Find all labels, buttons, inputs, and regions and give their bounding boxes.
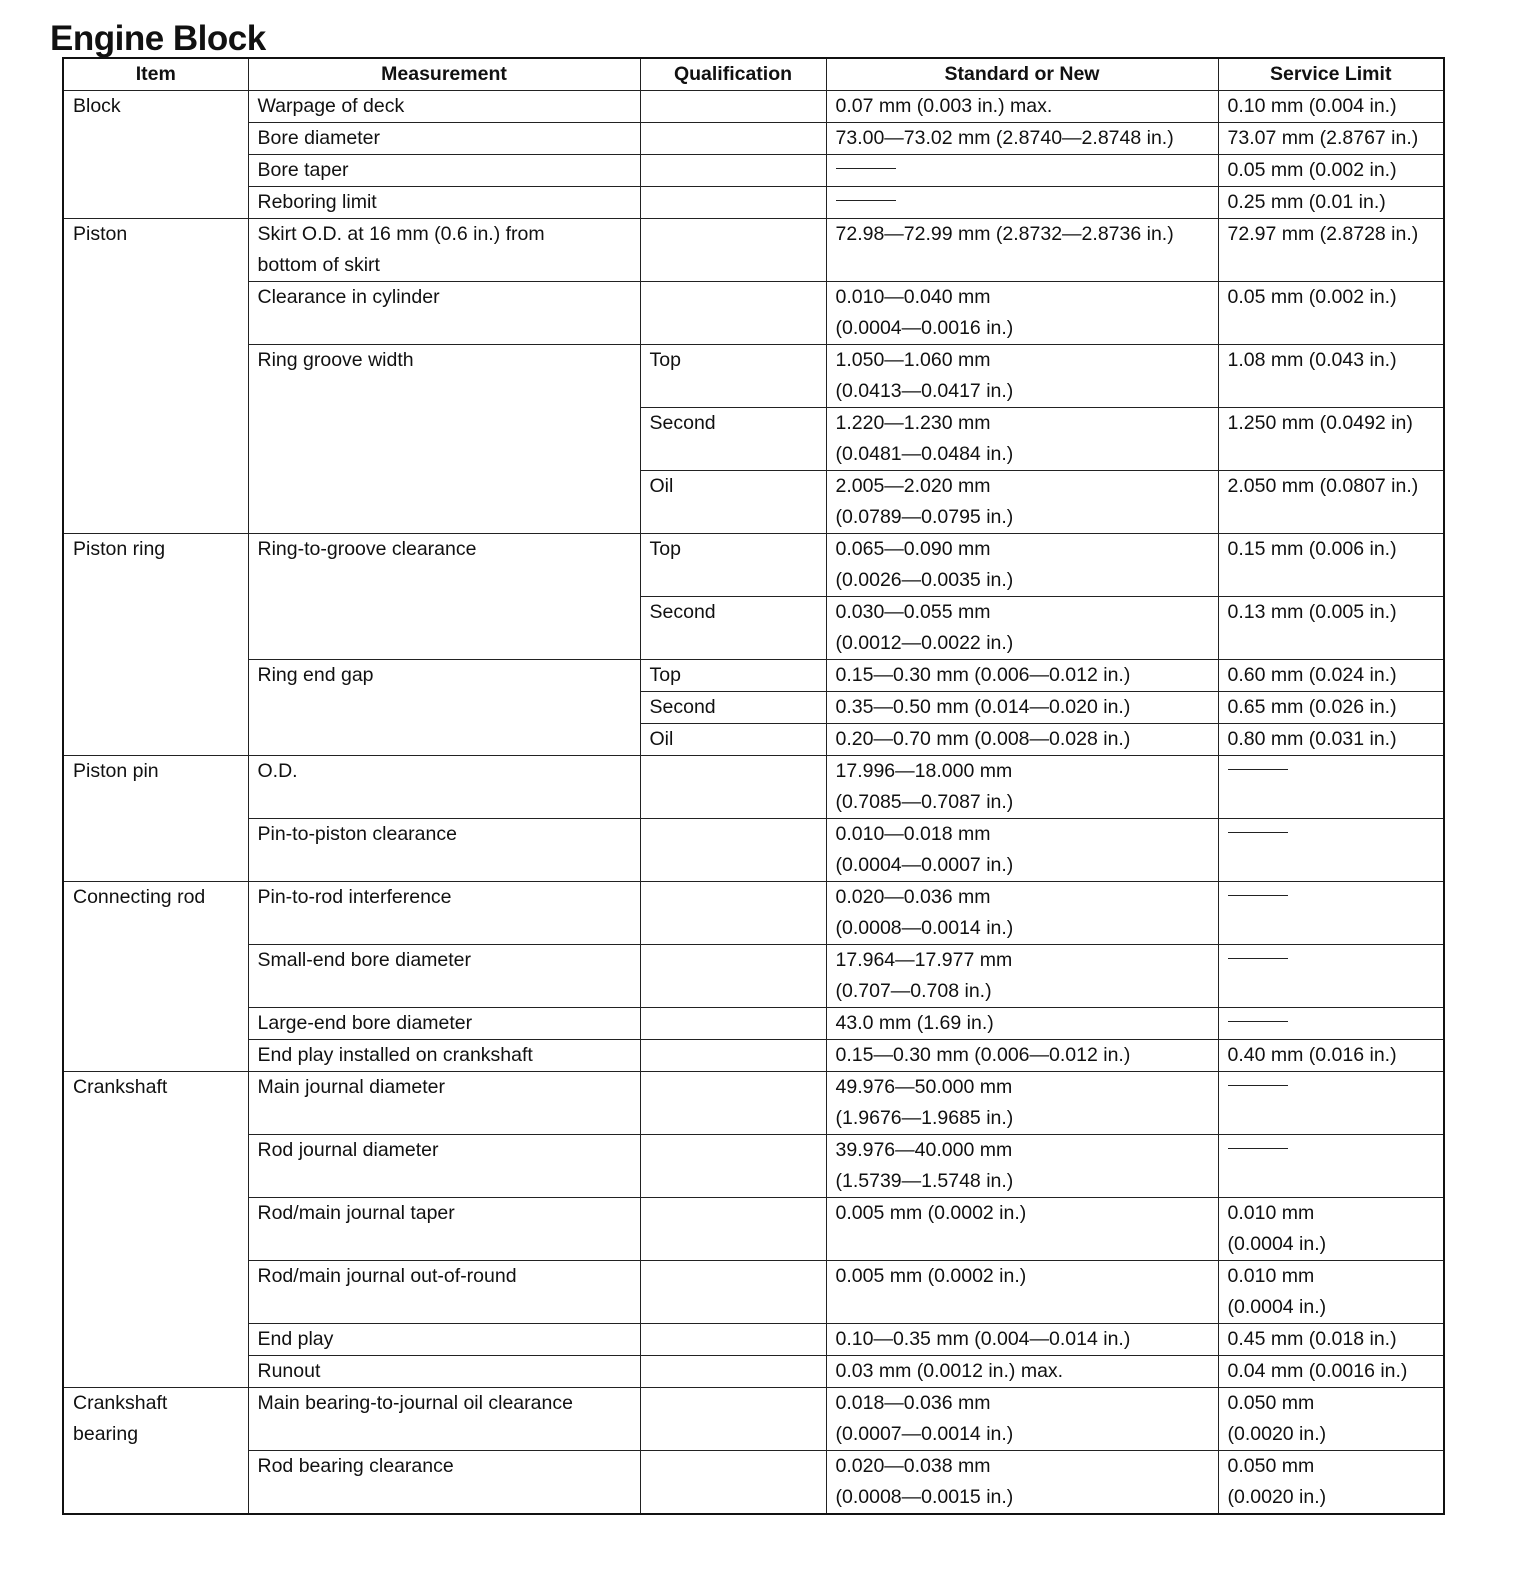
standard-cell	[826, 187, 1218, 219]
item-line: Crankshaft	[73, 1076, 168, 1098]
measurement-line: Main bearing-to-journal oil clearance	[257, 1392, 573, 1414]
service-limit-cell	[1218, 345, 1444, 408]
item-cell	[63, 219, 248, 534]
item-cell	[63, 756, 248, 882]
header-row	[63, 58, 1444, 91]
item-cell	[63, 91, 248, 219]
qualification-cell	[640, 187, 826, 219]
service-limit-cell	[1218, 597, 1444, 660]
service-limit-line: (0.0020 in.)	[1227, 1423, 1327, 1445]
measurement-cell	[248, 1388, 640, 1451]
measurement-cell	[248, 1072, 640, 1135]
service-limit-line: 0.050 mm	[1227, 1392, 1315, 1414]
measurement-cell	[248, 91, 640, 123]
item-cell	[63, 882, 248, 1072]
table-row	[63, 1040, 1444, 1072]
service-limit-cell	[1218, 282, 1444, 345]
qualification-cell	[640, 219, 826, 282]
service-limit-line: 0.40 mm (0.016 in.)	[1227, 1044, 1397, 1066]
standard-cell	[826, 756, 1218, 819]
item-line: Connecting rod	[73, 886, 206, 908]
measurement-cell	[248, 1135, 640, 1198]
measurement-line: Ring end gap	[257, 664, 374, 686]
measurement-line: Pin-to-rod interference	[257, 886, 452, 908]
standard-line: (0.0481—0.0484 in.)	[835, 443, 1014, 465]
standard-line: 0.35—0.50 mm (0.014—0.020 in.)	[835, 696, 1131, 718]
qualification-cell	[640, 1072, 826, 1135]
qualification-cell	[640, 155, 826, 187]
standard-line: (0.7085—0.7087 in.)	[835, 791, 1014, 813]
standard-cell	[826, 155, 1218, 187]
standard-line: (0.0008—0.0015 in.)	[835, 1486, 1014, 1508]
standard-cell	[826, 534, 1218, 597]
measurement-cell	[248, 1040, 640, 1072]
qualification-cell	[640, 1388, 826, 1451]
standard-line: 0.03 mm (0.0012 in.) max.	[835, 1360, 1064, 1382]
measurement-line: Rod/main journal out-of-round	[257, 1265, 517, 1287]
qualification-cell	[640, 1008, 826, 1040]
standard-cell	[826, 882, 1218, 945]
qualification-cell	[640, 945, 826, 1008]
standard-line: 39.976—40.000 mm	[835, 1139, 1013, 1161]
engine-block-spec-table	[62, 57, 1445, 1515]
measurement-line: Main journal diameter	[257, 1076, 446, 1098]
table-row	[63, 123, 1444, 155]
measurement-cell	[248, 123, 640, 155]
table-row	[63, 756, 1444, 819]
spec-table-body	[63, 91, 1444, 1515]
standard-cell	[826, 819, 1218, 882]
standard-line	[836, 1296, 841, 1318]
standard-line: (1.9676—1.9685 in.)	[835, 1107, 1014, 1129]
service-limit-cell	[1218, 1072, 1444, 1135]
page-title: Engine Block	[50, 19, 266, 58]
standard-cell	[826, 345, 1218, 408]
standard-cell	[826, 1261, 1218, 1324]
qualification-cell: Top	[640, 534, 826, 597]
service-limit-line: 0.05 mm (0.002 in.)	[1227, 159, 1397, 181]
table-row	[63, 945, 1444, 1008]
standard-cell	[826, 945, 1218, 1008]
table-row	[63, 1008, 1444, 1040]
standard-line: (0.0008—0.0014 in.)	[835, 917, 1014, 939]
measurement-cell	[248, 282, 640, 345]
service-limit-line: 1.250 mm (0.0492 in)	[1227, 412, 1413, 434]
measurement-line: Warpage of deck	[257, 95, 405, 117]
qualification-cell: Top	[640, 345, 826, 408]
table-row	[63, 282, 1444, 345]
qualification-cell	[640, 1040, 826, 1072]
table-row	[63, 882, 1444, 945]
item-line: Crankshaft	[73, 1392, 168, 1414]
not-applicable-dash	[1228, 895, 1288, 896]
measurement-line: bottom of skirt	[257, 254, 380, 276]
standard-cell	[826, 282, 1218, 345]
qualification-cell	[640, 123, 826, 155]
standard-line: 1.220—1.230 mm	[835, 412, 991, 434]
standard-cell	[826, 1198, 1218, 1261]
measurement-cell	[248, 1198, 640, 1261]
measurement-line: Rod journal diameter	[257, 1139, 439, 1161]
table-row	[63, 1388, 1444, 1451]
qualification-cell: Second	[640, 597, 826, 660]
measurement-cell	[248, 534, 640, 660]
standard-line: 17.964—17.977 mm	[835, 949, 1013, 971]
standard-cell	[826, 1356, 1218, 1388]
item-cell	[63, 1072, 248, 1388]
service-limit-line: 0.25 mm (0.01 in.)	[1227, 191, 1386, 213]
qualification-cell	[640, 1324, 826, 1356]
service-limit-line: 72.97 mm (2.8728 in.)	[1227, 223, 1419, 245]
service-limit-cell	[1218, 219, 1444, 282]
standard-cell	[826, 408, 1218, 471]
header-service-limit: Service Limit	[1218, 58, 1444, 91]
measurement-line: Pin-to-piston clearance	[257, 823, 457, 845]
standard-cell	[826, 1451, 1218, 1515]
service-limit-cell	[1218, 471, 1444, 534]
header-item: Item	[63, 58, 248, 91]
service-limit-line: (0.0004 in.)	[1227, 1296, 1327, 1318]
standard-line: 49.976—50.000 mm	[835, 1076, 1013, 1098]
qualification-cell: Top	[640, 660, 826, 692]
table-row	[63, 345, 1444, 408]
measurement-cell	[248, 1261, 640, 1324]
service-limit-cell	[1218, 692, 1444, 724]
standard-cell	[826, 724, 1218, 756]
table-row	[63, 660, 1444, 692]
standard-cell	[826, 219, 1218, 282]
measurement-line: Bore diameter	[257, 127, 380, 149]
measurement-line: O.D.	[257, 760, 298, 782]
standard-line: 43.0 mm (1.69 in.)	[835, 1012, 994, 1034]
measurement-line: Skirt O.D. at 16 mm (0.6 in.) from	[257, 223, 545, 245]
measurement-cell	[248, 1324, 640, 1356]
service-limit-line: 0.10 mm (0.004 in.)	[1227, 95, 1397, 117]
standard-cell	[826, 1008, 1218, 1040]
measurement-cell	[248, 819, 640, 882]
service-limit-cell	[1218, 1135, 1444, 1198]
qualification-cell	[640, 882, 826, 945]
measurement-line: Rod/main journal taper	[257, 1202, 455, 1224]
not-applicable-dash	[1228, 1085, 1288, 1086]
service-limit-line: 0.15 mm (0.006 in.)	[1227, 538, 1397, 560]
service-limit-cell	[1218, 1008, 1444, 1040]
service-limit-line: 0.80 mm (0.031 in.)	[1227, 728, 1397, 750]
item-cell	[63, 1388, 248, 1515]
service-limit-cell	[1218, 1451, 1444, 1515]
standard-line: 2.005—2.020 mm	[835, 475, 991, 497]
service-limit-line: 0.05 mm (0.002 in.)	[1227, 286, 1397, 308]
service-limit-cell	[1218, 123, 1444, 155]
item-cell	[63, 534, 248, 756]
standard-line: 0.005 mm (0.0002 in.)	[835, 1202, 1027, 1224]
not-applicable-dash	[1228, 832, 1288, 833]
service-limit-cell	[1218, 1388, 1444, 1451]
service-limit-cell	[1218, 724, 1444, 756]
service-limit-cell	[1218, 1261, 1444, 1324]
measurement-cell	[248, 660, 640, 756]
standard-line: 0.010—0.018 mm	[835, 823, 991, 845]
standard-line: 0.15—0.30 mm (0.006—0.012 in.)	[835, 1044, 1131, 1066]
measurement-cell	[248, 219, 640, 282]
measurement-line: Clearance in cylinder	[257, 286, 440, 308]
item-line: Piston pin	[73, 760, 159, 782]
service-limit-line: 0.45 mm (0.018 in.)	[1227, 1328, 1397, 1350]
service-limit-line: 0.65 mm (0.026 in.)	[1227, 696, 1397, 718]
qualification-cell	[640, 91, 826, 123]
table-row	[63, 1135, 1444, 1198]
service-limit-cell	[1218, 660, 1444, 692]
standard-line: (0.0004—0.0007 in.)	[835, 854, 1014, 876]
standard-line: (1.5739—1.5748 in.)	[835, 1170, 1014, 1192]
measurement-cell	[248, 345, 640, 534]
standard-cell	[826, 471, 1218, 534]
standard-cell	[826, 597, 1218, 660]
standard-line: 73.00—73.02 mm (2.8740—2.8748 in.)	[835, 127, 1174, 149]
service-limit-line: 0.010 mm	[1227, 1202, 1315, 1224]
standard-line: 0.10—0.35 mm (0.004—0.014 in.)	[835, 1328, 1131, 1350]
standard-cell	[826, 1388, 1218, 1451]
standard-line: 0.07 mm (0.003 in.) max.	[835, 95, 1053, 117]
service-limit-line: 0.04 mm (0.0016 in.)	[1227, 1360, 1408, 1382]
service-limit-line: 1.08 mm (0.043 in.)	[1227, 349, 1397, 371]
not-applicable-dash	[836, 200, 896, 201]
service-limit-line: (0.0004 in.)	[1227, 1233, 1327, 1255]
table-row	[63, 819, 1444, 882]
qualification-cell	[640, 1356, 826, 1388]
standard-cell	[826, 123, 1218, 155]
service-limit-line: (0.0020 in.)	[1227, 1486, 1327, 1508]
table-row	[63, 534, 1444, 597]
standard-line: 72.98—72.99 mm (2.8732—2.8736 in.)	[835, 223, 1174, 245]
service-limit-cell	[1218, 945, 1444, 1008]
not-applicable-dash	[1228, 958, 1288, 959]
qualification-cell	[640, 819, 826, 882]
measurement-cell	[248, 187, 640, 219]
item-line: Piston	[73, 223, 128, 245]
standard-line: (0.0004—0.0016 in.)	[835, 317, 1014, 339]
service-limit-cell	[1218, 91, 1444, 123]
measurement-line: Runout	[257, 1360, 321, 1382]
standard-line: (0.0789—0.0795 in.)	[835, 506, 1014, 528]
standard-line: 0.065—0.090 mm	[835, 538, 991, 560]
standard-line: 17.996—18.000 mm	[835, 760, 1013, 782]
qualification-cell	[640, 1451, 826, 1515]
service-limit-cell	[1218, 1324, 1444, 1356]
header-measurement: Measurement	[248, 58, 640, 91]
qualification-cell	[640, 1135, 826, 1198]
table-row	[63, 1198, 1444, 1261]
measurement-line: Large-end bore diameter	[257, 1012, 473, 1034]
not-applicable-dash	[1228, 1021, 1288, 1022]
qualification-cell: Oil	[640, 724, 826, 756]
header-qualification: Qualification	[640, 58, 826, 91]
item-line: Block	[73, 95, 121, 117]
standard-line: (0.0026—0.0035 in.)	[835, 569, 1014, 591]
qualification-cell: Oil	[640, 471, 826, 534]
service-limit-cell	[1218, 534, 1444, 597]
standard-line: 0.010—0.040 mm	[835, 286, 991, 308]
standard-line: 0.020—0.038 mm	[835, 1455, 991, 1477]
standard-cell	[826, 1072, 1218, 1135]
table-row	[63, 1356, 1444, 1388]
measurement-line: Bore taper	[257, 159, 349, 181]
service-limit-cell	[1218, 1198, 1444, 1261]
standard-line: 0.020—0.036 mm	[835, 886, 991, 908]
measurement-line: Ring groove width	[257, 349, 414, 371]
qualification-cell: Second	[640, 408, 826, 471]
standard-line: (0.0007—0.0014 in.)	[835, 1423, 1014, 1445]
qualification-cell	[640, 1261, 826, 1324]
qualification-cell: Second	[640, 692, 826, 724]
service-limit-cell	[1218, 408, 1444, 471]
service-limit-cell	[1218, 819, 1444, 882]
table-row	[63, 91, 1444, 123]
qualification-cell	[640, 756, 826, 819]
standard-line: 0.20—0.70 mm (0.008—0.028 in.)	[835, 728, 1131, 750]
service-limit-line: 73.07 mm (2.8767 in.)	[1227, 127, 1419, 149]
service-limit-line: 0.60 mm (0.024 in.)	[1227, 664, 1397, 686]
service-limit-line: 0.050 mm	[1227, 1455, 1315, 1477]
standard-line: (0.0012—0.0022 in.)	[835, 632, 1014, 654]
standard-cell	[826, 660, 1218, 692]
standard-line: (0.707—0.708 in.)	[835, 980, 992, 1002]
service-limit-cell	[1218, 882, 1444, 945]
measurement-line: End play installed on crankshaft	[257, 1044, 533, 1066]
measurement-cell	[248, 1356, 640, 1388]
measurement-cell	[248, 1008, 640, 1040]
measurement-cell	[248, 756, 640, 819]
standard-line: 1.050—1.060 mm	[835, 349, 991, 371]
measurement-line: Reboring limit	[257, 191, 377, 213]
standard-cell	[826, 1135, 1218, 1198]
item-line: bearing	[73, 1423, 139, 1445]
measurement-cell	[248, 1451, 640, 1515]
table-row	[63, 219, 1444, 282]
item-line: Piston ring	[73, 538, 166, 560]
table-row	[63, 155, 1444, 187]
qualification-cell	[640, 1198, 826, 1261]
measurement-line: Ring-to-groove clearance	[257, 538, 477, 560]
standard-line	[836, 1233, 841, 1255]
standard-line: (0.0413—0.0417 in.)	[835, 380, 1014, 402]
measurement-line: End play	[257, 1328, 334, 1350]
service-limit-cell	[1218, 756, 1444, 819]
not-applicable-dash	[1228, 1148, 1288, 1149]
standard-cell	[826, 1040, 1218, 1072]
service-limit-cell	[1218, 1040, 1444, 1072]
measurement-line: Small-end bore diameter	[257, 949, 472, 971]
measurement-cell	[248, 882, 640, 945]
standard-line	[836, 254, 841, 276]
not-applicable-dash	[836, 168, 896, 169]
service-limit-cell	[1218, 1356, 1444, 1388]
service-limit-line: 0.13 mm (0.005 in.)	[1227, 601, 1397, 623]
table-row	[63, 1324, 1444, 1356]
table-row	[63, 187, 1444, 219]
measurement-cell	[248, 945, 640, 1008]
standard-cell	[826, 1324, 1218, 1356]
table-row	[63, 1261, 1444, 1324]
measurement-cell	[248, 155, 640, 187]
table-row	[63, 1072, 1444, 1135]
not-applicable-dash	[1228, 769, 1288, 770]
header-standard: Standard or New	[826, 58, 1218, 91]
measurement-line: Rod bearing clearance	[257, 1455, 454, 1477]
table-row	[63, 1451, 1444, 1515]
standard-cell	[826, 91, 1218, 123]
service-limit-cell	[1218, 187, 1444, 219]
standard-line: 0.018—0.036 mm	[835, 1392, 991, 1414]
qualification-cell	[640, 282, 826, 345]
service-limit-line: 0.010 mm	[1227, 1265, 1315, 1287]
standard-line: 0.030—0.055 mm	[835, 601, 991, 623]
service-limit-cell	[1218, 155, 1444, 187]
service-limit-line: 2.050 mm (0.0807 in.)	[1227, 475, 1419, 497]
standard-cell	[826, 692, 1218, 724]
standard-line: 0.005 mm (0.0002 in.)	[835, 1265, 1027, 1287]
standard-line: 0.15—0.30 mm (0.006—0.012 in.)	[835, 664, 1131, 686]
